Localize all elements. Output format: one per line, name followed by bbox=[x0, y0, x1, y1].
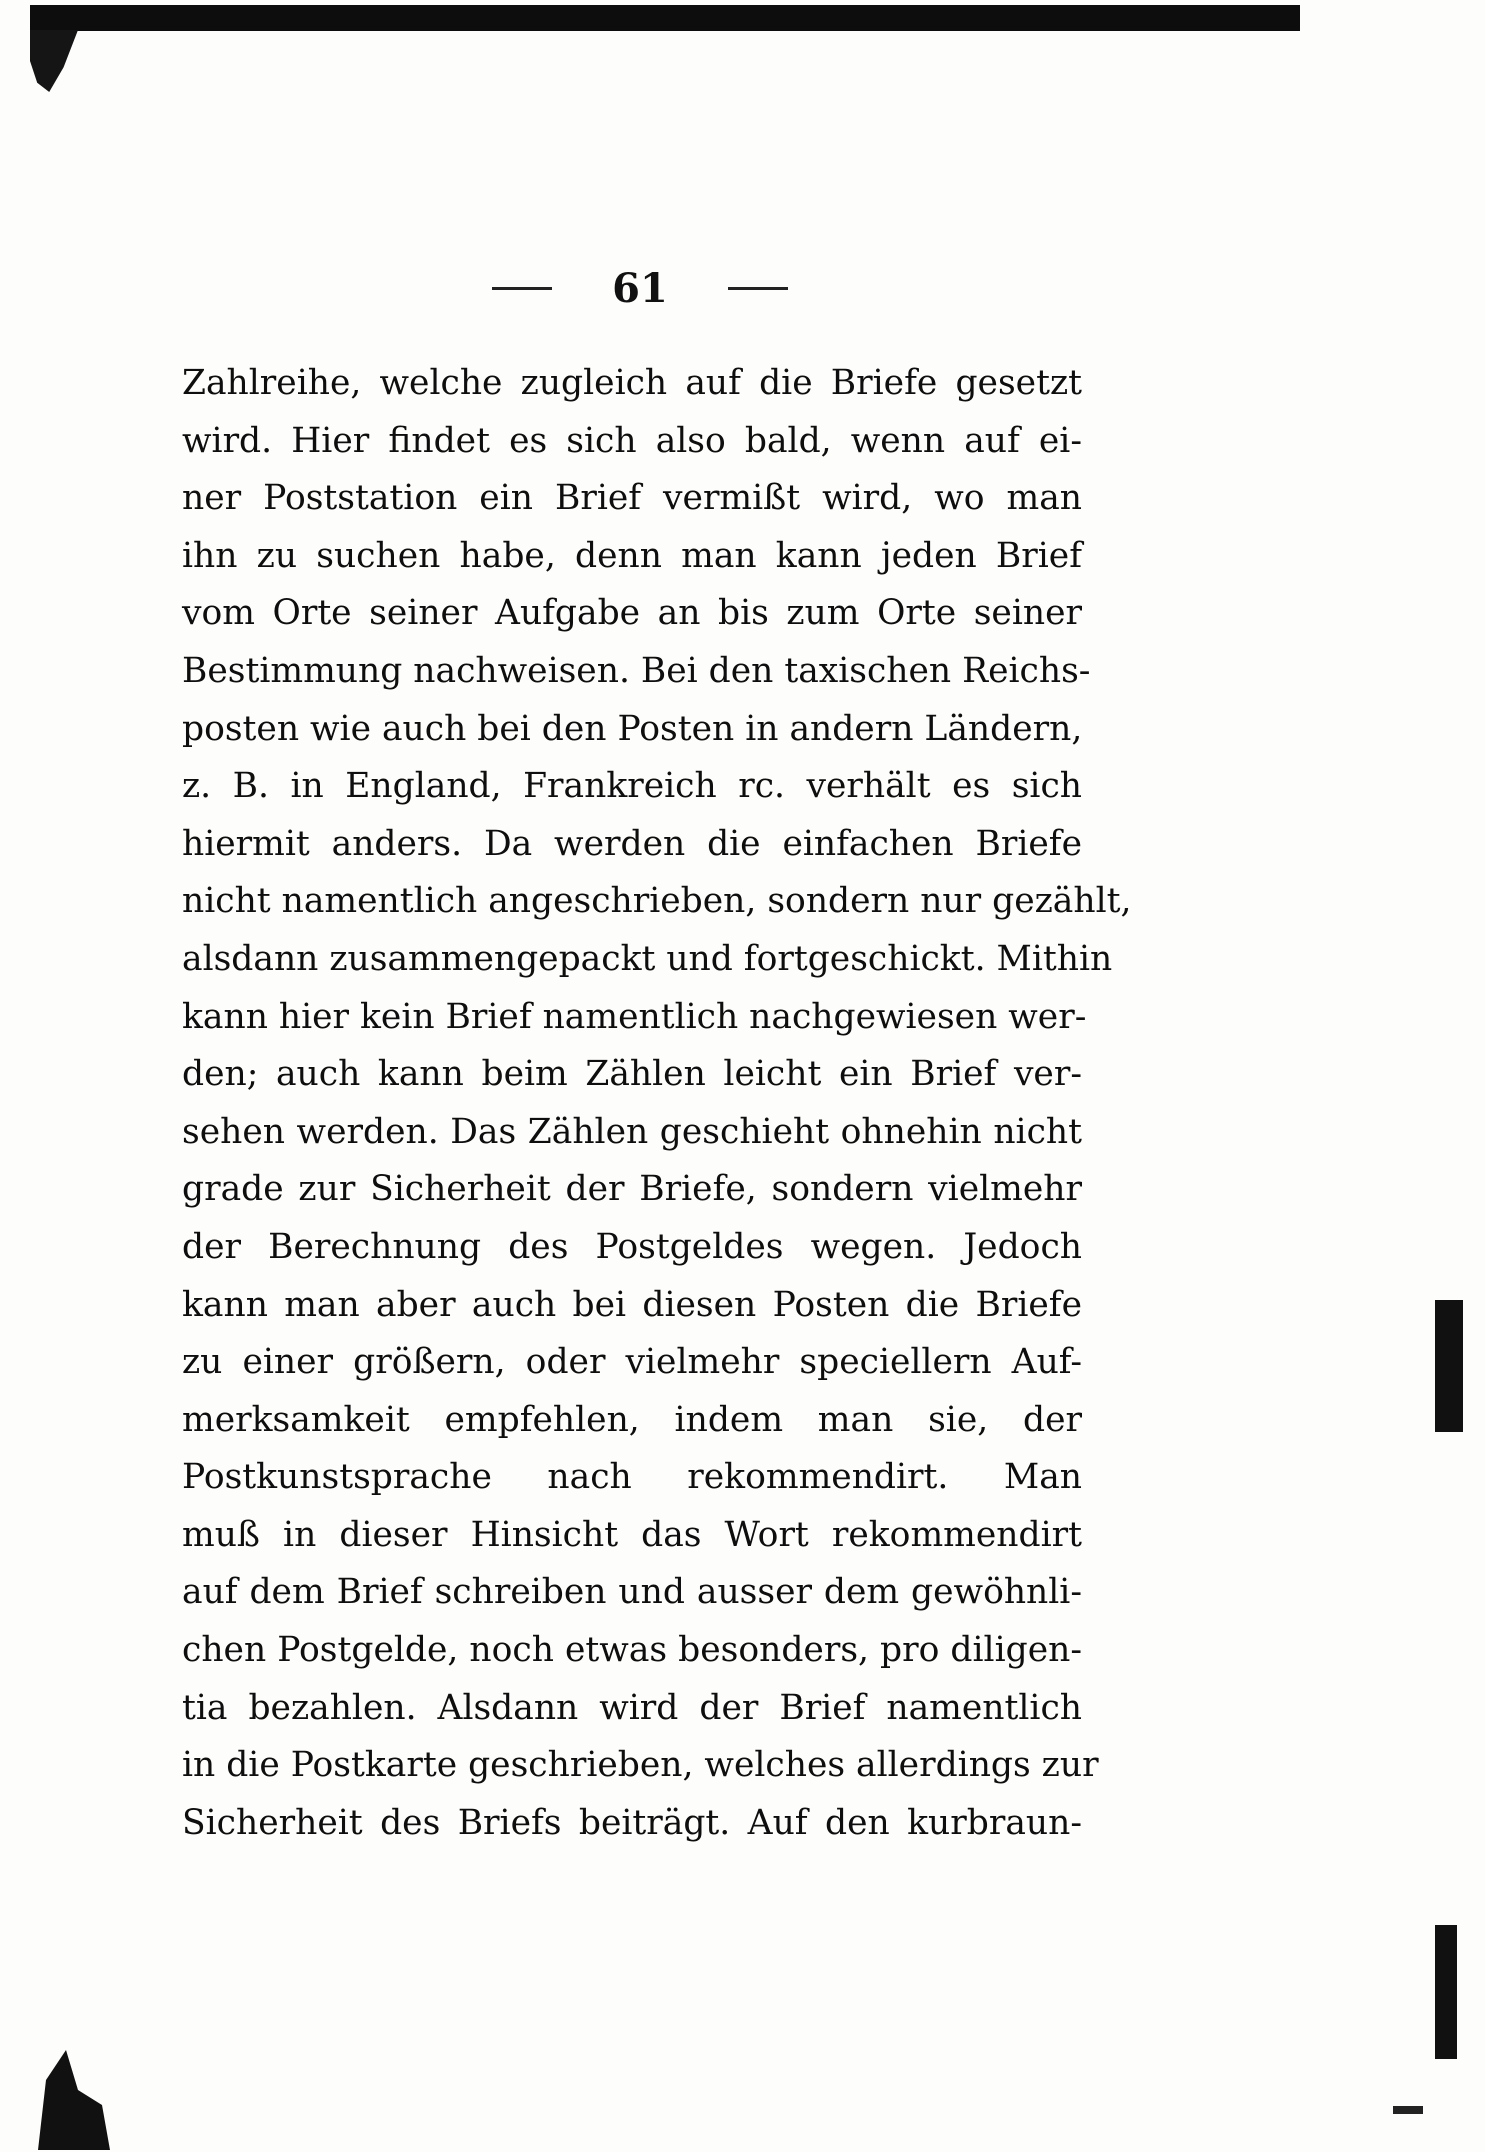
scan-artifact bbox=[1393, 2106, 1423, 2114]
text-line: ner Poststation ein Brief vermißt wird, wo man bbox=[182, 478, 1082, 519]
text-line: Postkunstsprache nach rekommendirt. Man bbox=[182, 1457, 1082, 1498]
text-line: Bestimmung nachweisen. Bei den taxischen Reichs- bbox=[182, 650, 1091, 691]
text-line: den; auch kann beim Zählen leicht ein Brief ver- bbox=[182, 1054, 1082, 1095]
text-line: grade zur Sicherheit der Briefe, sondern vielmehr bbox=[182, 1169, 1082, 1210]
scan-artifact bbox=[1435, 1300, 1463, 1432]
scan-artifact bbox=[1435, 1925, 1457, 2059]
text-line: wird. Hier findet es sich also bald, wenn auf ei- bbox=[182, 420, 1082, 461]
text-line: sehen werden. Das Zählen geschieht ohnehin nicht bbox=[182, 1111, 1082, 1152]
text-line: nicht namentlich angeschrieben, sondern nur gezählt, bbox=[182, 881, 1132, 922]
body-text bbox=[182, 355, 1132, 1852]
text-line: kann hier kein Brief namentlich nachgewiesen wer- bbox=[182, 996, 1087, 1037]
page-number: 61 bbox=[612, 264, 668, 312]
text-line: zu einer größern, oder vielmehr speciellern Auf- bbox=[182, 1342, 1082, 1383]
text-line: vom Orte seiner Aufgabe an bis zum Orte seiner bbox=[182, 593, 1082, 634]
text-line: ihn zu suchen habe, denn man kann jeden Brief bbox=[182, 535, 1082, 576]
text-line: Sicherheit des Briefs beiträgt. Auf den kurbraun- bbox=[182, 1802, 1082, 1843]
header-dash-left bbox=[492, 287, 552, 290]
scan-edge-bar bbox=[30, 5, 1300, 31]
text-line: alsdann zusammengepackt und fortgeschickt. Mithin bbox=[182, 938, 1113, 979]
scan-artifact bbox=[30, 2050, 110, 2150]
text-line: posten wie auch bei den Posten in andern Ländern, bbox=[182, 708, 1083, 749]
text-line: in die Postkarte geschrieben, welches allerdings zur bbox=[182, 1745, 1099, 1786]
text-line: chen Postgelde, noch etwas besonders, pro diligen- bbox=[182, 1630, 1082, 1671]
text-line: hiermit anders. Da werden die einfachen Briefe bbox=[182, 823, 1082, 864]
text-line: tia bezahlen. Alsdann wird der Brief namentlich bbox=[182, 1687, 1082, 1728]
header-dash-right bbox=[728, 287, 788, 290]
text-line: kann man aber auch bei diesen Posten die Briefe bbox=[182, 1284, 1082, 1325]
text-line: Zahlreihe, welche zugleich auf die Briefe gesetzt bbox=[182, 363, 1082, 403]
text-line: z. B. in England, Frankreich rc. verhält es sich bbox=[182, 766, 1082, 807]
text-line: merksamkeit empfehlen, indem man sie, der bbox=[182, 1399, 1082, 1440]
page-header bbox=[440, 258, 840, 318]
text-line: auf dem Brief schreiben und ausser dem gewöhnli- bbox=[182, 1572, 1082, 1613]
scan-artifact bbox=[30, 30, 78, 92]
text-line: muß in dieser Hinsicht das Wort rekommendirt bbox=[182, 1514, 1082, 1555]
text-line: der Berechnung des Postgeldes wegen. Jedoch bbox=[182, 1226, 1082, 1267]
